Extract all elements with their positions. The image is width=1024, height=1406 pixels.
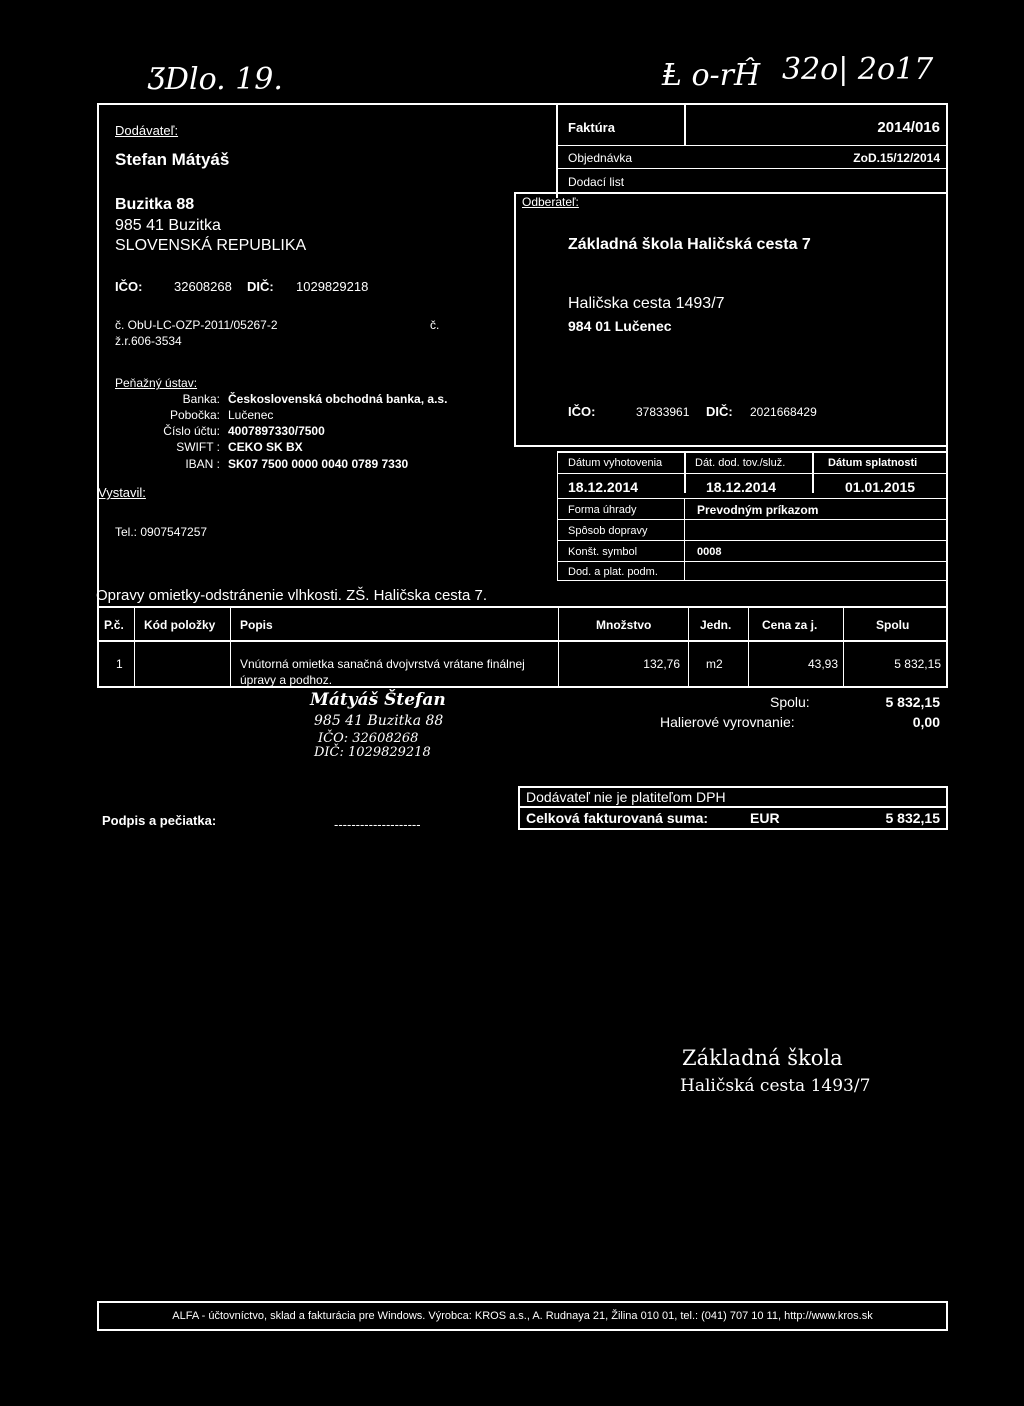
signature-line: --------------------	[334, 817, 421, 832]
customer-ico-label: IČO:	[568, 404, 596, 419]
supplier-ico: 32608268	[174, 279, 232, 294]
delivery-note-label: Dodací list	[568, 175, 625, 189]
supplier-ico-label: IČO:	[115, 279, 143, 294]
customer-name: Základná škola Haličská cesta 7	[568, 236, 811, 253]
items-col-divider	[843, 606, 844, 688]
invoice-divider	[556, 103, 558, 198]
supplier-city: 985 41 Buzitka	[115, 217, 221, 234]
conditions-label: Dod. a plat. podm.	[568, 566, 658, 578]
col-header-total: Spolu	[876, 618, 910, 632]
invoice-number: 2014/016	[877, 119, 940, 136]
col-header-no: P.č.	[104, 618, 124, 632]
bank-row-label: SWIFT :	[176, 440, 220, 454]
invoice-label: Faktúra	[568, 120, 615, 135]
payment-line	[557, 519, 947, 520]
bank-row-label: Pobočka:	[169, 408, 220, 422]
payment-divider	[684, 498, 685, 580]
bank-label: Peňažný ústav:	[115, 376, 198, 390]
constant-symbol-value: 0008	[697, 546, 722, 558]
sum-label: Spolu:	[770, 694, 810, 710]
stamp-address: 985 41 Buzitka 88	[314, 713, 444, 729]
currency: EUR	[750, 810, 780, 826]
issue-date: 18.12.2014	[568, 479, 639, 495]
bank-row-value: SK07 7500 0000 0040 0789 7330	[228, 457, 409, 471]
stamp-name: Mátyáš Štefan	[310, 690, 446, 710]
payment-form-label: Forma úhrady	[568, 504, 637, 516]
customer-ico: 37833961	[636, 405, 690, 419]
school-stamp-name: Základná škola	[682, 1046, 843, 1070]
top-border	[97, 103, 948, 105]
grand-total-label: Celková fakturovaná suma:	[526, 810, 709, 826]
issuer-phone: Tel.: 0907547257	[115, 525, 208, 539]
bank-row-value: Lučenec	[228, 408, 274, 422]
order-value: ZoD.15/12/2014	[853, 151, 940, 165]
dates-bottom-line	[557, 498, 947, 499]
payment-line	[557, 580, 947, 581]
invoice-row-divider	[557, 145, 947, 146]
row-description-cont: úpravy a podhoz.	[240, 673, 333, 687]
order-label: Objednávka	[568, 151, 633, 165]
customer-dic-label: DIČ:	[706, 404, 733, 419]
stamp-ico: IČO: 32608268	[318, 731, 419, 746]
bank-row-label: Číslo účtu:	[163, 424, 220, 438]
delivery-date: 18.12.2014	[706, 479, 777, 495]
items-col-divider	[748, 606, 749, 688]
sum-value: 5 832,15	[885, 694, 940, 710]
items-header-bottom	[97, 640, 948, 642]
invoice-subject: Opravy omietky-odstránenie vlhkosti. ZŠ. Haličska cesta 7.	[96, 587, 487, 604]
payment-left-line	[557, 451, 558, 580]
supplier-name: Stefan Mátyáš	[115, 150, 230, 169]
payment-line	[557, 540, 947, 541]
invoice-label-divider	[684, 103, 686, 145]
supplier-trade-register: ž.r.606-3534	[115, 334, 182, 348]
dates-top-line	[557, 451, 947, 453]
bank-row-label: IBAN :	[185, 457, 220, 471]
items-col-divider	[558, 606, 559, 688]
constant-symbol-label: Konšt. symbol	[568, 546, 638, 558]
bank-row-value: 4007897330/7500	[228, 424, 325, 438]
stamp-dic: DIČ: 1029829218	[314, 745, 431, 760]
col-header-unit-price: Cena za j.	[762, 618, 818, 632]
footer-text: ALFA - účtovníctvo, sklad a fakturácia pre Windows. Výrobca: KROS a.s., A. Rudnaya 21, Žilina 010 01, tel.: (041) 707 10 11, http://www.kros.sk	[172, 1310, 873, 1322]
items-col-divider	[688, 606, 689, 688]
bank-row-value: CEKO SK BX	[228, 440, 303, 454]
col-header-unit: Jedn.	[700, 618, 732, 632]
customer-dic: 2021668429	[750, 405, 817, 419]
dates-divider	[812, 451, 814, 493]
supplier-street: Buzitka 88	[115, 196, 195, 213]
bank-row-label: Banka:	[182, 392, 220, 406]
school-stamp-address: Haličská cesta 1493/7	[680, 1076, 871, 1096]
supplier-country: SLOVENSKÁ REPUBLIKA	[115, 237, 307, 254]
total-box-divider	[518, 806, 948, 808]
delivery-date-label: Dát. dod. tov./služ.	[695, 457, 786, 469]
rounding-value: 0,00	[912, 714, 940, 730]
supplier-label: Dodávateľ:	[115, 123, 179, 138]
row-quantity: 132,76	[643, 657, 680, 671]
bank-row-value: Československá obchodná banka, a.s.	[228, 392, 448, 406]
supplier-registration-suffix: č.	[430, 318, 440, 332]
issue-date-label: Dátum vyhotovenia	[568, 457, 663, 469]
customer-street: Haličska cesta 1493/7	[568, 295, 725, 312]
row-unit: m2	[706, 657, 723, 671]
handwritten-note-right-1: Ⱡ o-rĤ	[662, 58, 761, 93]
vat-note: Dodávateľ nie je platiteľom DPH	[526, 789, 726, 805]
supplier-registration: č. ObU-LC-OZP-2011/05267-2	[115, 318, 278, 332]
col-header-quantity: Množstvo	[596, 618, 652, 632]
payment-line	[557, 561, 947, 562]
col-header-code: Kód položky	[144, 618, 216, 632]
handwritten-note-right-2: 32o| 2o17	[782, 52, 934, 87]
transport-label: Spôsob dopravy	[568, 525, 648, 537]
customer-label: Odberateľ:	[522, 195, 579, 209]
supplier-dic-label: DIČ:	[247, 279, 274, 294]
dates-divider	[684, 451, 686, 493]
payment-form-value: Prevodným príkazom	[697, 503, 819, 517]
row-total: 5 832,15	[894, 657, 941, 671]
due-date: 01.01.2015	[845, 479, 916, 495]
row-description: Vnútorná omietka sanačná dvojvrstvá vrátane finálnej	[240, 657, 525, 671]
signature-label: Podpis a pečiatka:	[102, 813, 217, 828]
supplier-dic: 1029829218	[296, 279, 369, 294]
due-date-label: Dátum splatnosti	[828, 457, 918, 469]
issued-by-label: Vystavil:	[98, 485, 146, 500]
grand-total-value: 5 832,15	[885, 810, 940, 826]
col-header-description: Popis	[240, 618, 273, 632]
items-col-divider	[230, 606, 231, 688]
handwritten-note-left: ƷDlo. 19.	[148, 62, 283, 97]
row-no: 1	[116, 657, 123, 671]
invoice-row-divider	[557, 168, 947, 169]
rounding-label: Halierové vyrovnanie:	[660, 714, 795, 730]
items-col-divider	[134, 606, 135, 688]
customer-city: 984 01 Lučenec	[568, 318, 672, 334]
items-table	[97, 606, 948, 688]
dates-mid-line	[557, 473, 947, 474]
left-border	[97, 103, 99, 608]
row-unit-price: 43,93	[807, 657, 838, 671]
